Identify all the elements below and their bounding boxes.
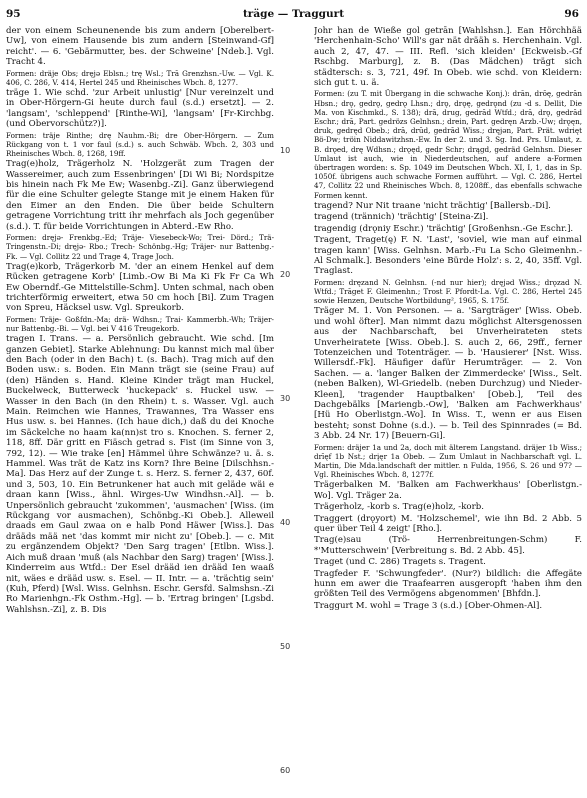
line-number: 40 (280, 518, 291, 527)
entry-trageholz: Trag(e)holz, Trägerholz N. 'Holzgerät zum Tragen der Wassereimer, auch zum Essenbringen' [Di Wi Bi; Nordspitze bis hinein nach Fk Me Ew; Wasenbg.-Zi]. Ganz überwiegend für die eine Schulter gelegte Stange mit je einem Haken für den Eimer an den Enden. Die über beide Schultern getragene Vorrichtung tritt ihr mehrfach als Joch gegenüber (s.d.). T. für beide Vorrichtungen in Abterd.-Ew Rho. (6, 159, 274, 232)
entry-block: der von einem Scheunenende bis zum andern [Oberelbert-Uw], von einem Hausende bis zum andern [Steinwand-Gf] reicht'. — 6. 'Gebärmutter, bes. der Schweine' [Ndeb.]. Vgl. Tracht 4. (6, 26, 274, 68)
line-number: 30 (280, 394, 291, 403)
forms-note: Formen: (zu T. mit Übergang in die schwache Konj.): drān, drōę, gedrān Hbsn.; drǫ, gedrǫ, gedrǫ Lhsn.; drǫ, drǫę, gedrǫnd (zu -d s. Dellit, Die Ma. von Kischmkd., S. 138); drā, drug, gedrād Wtfd.; drā, drǫ, gedrād Eschr.; drā, Part. gedrözs Gelnhsn.; drein, Part. gedręn Arzb.-Uw; drǫęn, druk, gedręd Obeb.; drā, drūd, gedrād Wiss.; dręjǝn, Part. Prät. wdrięt Bö-Dw; tröin Niddawitzhsn.-Ew. In der 2. und 3. Sg. Ind. Prs. Umlaut, z. B. drǫed, drę Wdhsn.; drǫęd, gedr Schr; drągd, gedräd Gelnhsn. Dieser Umlaut ist auch, wie in Niederdeutschen, auf andere a-Formen übertragen worden: s. Sp. 1049 im Deutschen Wbch. XI, I, 1, das in Sp. 1050f. übrigens auch schwache Formen aufführt. — Vgl. C. 286, Hertel 47, Collitz 22 und Rheinisches Wbch. 8, 1208ff., das ebenfalls schwache Formen kennt. (314, 89, 582, 200)
entry-tragent: Tragent, Traget(ę) F. N. 'Last', 'soviel, wie man auf einmal tragen kann' [Wiss. Gelnhsn. Marb.-Fu La Scho Gleimenhn.-Al Schmalk.]. Besonders 'eine Bürde Holz': s. 2, 40, 35ff. Vgl. Traglast. (314, 235, 582, 277)
entry-traggert: Traggert (drǫyort) M. 'Holzschemel', wie ihn Bd. 2 Abb. 5 quer über Teil 4 zeigt' [Rho.]. (314, 513, 582, 535)
forms-note: Formen: dräjer 1a und 2a, doch mit älterem Langstand. dräjer 1b Wiss.; drīęf 1b Nst.; drįęr 1a Obeb. — Zum Umlaut in Nachbarschaft vgl. L. Martin, Die Mda.landschaft der mittler. n Fulda, 1956, S. 26 und 97? — Vgl. Rheinisches Wbch. 8, 1277f. (314, 442, 582, 480)
forms-note: Formen: dręjǝ- Frenkbg.-Ed; Träje- Viesebeck-Wo; Trei- Dörd.; Trä- Tringenstn.-Di; dręjǝ- Rbo.; Trech- Schönbg.-Hg; Träjer- nur Battenbg.-Fk. — Vgl. Collitz 22 und Trage 4, Trage Joch. (6, 233, 274, 261)
right-column (314, 26, 582, 792)
page-number-left: 95 (6, 8, 21, 20)
forms-note: Formen: dręzand N. Gelnhsn. (-nd nur hier); dręjǝd Wiss.; drǫzad N. Wtfd.; Trāget F. Gleimenhn.; Trost F. Pfordt-La. Vgl. C. 286, Hertel 245 sowie Henzen, Deutsche Wortbildung², 1965, S. 175f. (314, 277, 582, 306)
entry-tragekorb: Trag(e)korb, Trägerkorb M. 'der an einem Henkel auf dem Rücken getragene Korb' [Limb.-Ow Bi Ma Ki Fk Fr Ca Wh Ew Oberndf.-Ge Mittelstille-Schm]. Unten schmal, nach oben trichterförmig erweitert, etwa 50 cm hoch [Bi]. Zum Tragen von Spreu, Häcksel usw. Vgl. Spreukorb. (6, 261, 274, 314)
entry-tragfeder: Tragfeder F. 'Schwungfeder'. (Nur?) bildlich: die Affegäte hunn em awer die Traafearren ausgeropft 'haben ihm den größten Teil des Vermögens abgenommen' [Bhfdn.]. (314, 568, 582, 600)
line-number-gutter (278, 26, 310, 792)
entry-traggurt: Traggurt M. wohl = Trage 3 (s.d.) [Ober-Ohmen-Al]. (314, 600, 543, 611)
entry-tragesau: Trag(e)sau (Trö- Herrenbreitungen-Schm) F. *'Mutterschwein' [Verbreitung s. Bd. 2 Abb. 45]. (314, 535, 582, 556)
page-header (0, 8, 587, 22)
forms-note: Formen: Träje- Goßfdn.-Ma; drä- Wdhsn.; Trai- Kammerbh.-Wh; Träjer- nur Battenbg.-Bi. — Vgl. bei V 416 Treugekorb. (6, 314, 274, 333)
line-number: 20 (280, 270, 291, 279)
entry-traege: träge 1. Wie schd. 'zur Arbeit unlustig' [Nur vereinzelt und in Ober-Hörgern-Gi heute durch faul (s.d.) ersetzt]. — 2. 'langsam', 'schleppend' [Rinthe-Wi], 'langsam' [Fr-Kirchbg. (und Obervorschütz?)]. (6, 88, 274, 130)
forms-note: Formen: dräje Obs; dręjǝ Eblsn.; trę Wsl.; Trā Grenzhsn.-Uw. — Vgl. K. 406, C. 286, V. 414, Hertel 245 und Rheinisches Wbch. 8, 1277. (6, 68, 274, 87)
forms-note: Formen: träje Rinthe; drę Nauhm.-Bi; dre Ober-Hörgern. — Zum Rückgang von t. 1 vor faul (s.d.) s. auch Schwäb. Wbch. 2, 303 und Rheinisches Wbch. 8, 1268, 19ff. (6, 130, 274, 159)
entry-tragendig: tragendig (drǫniy Eschr.) 'trächtig' [Großenhsn.-Ge Eschr.]. (314, 223, 574, 234)
page-number-right: 96 (564, 8, 579, 20)
entry-continuation: Johr han de Wieße gol getrān [Wahlshsn.]. Ean Hörchhää 'Herchenhain-Scho' Will's gar nät drääh s. Herchenhain. Vgl. auch 2, 47, 47. — III. Refl. 'sich kleiden' [Eckweisb.-Gf Rschbg. Marburg], z. B. (Das Mädchen) trägt sich städtersch: s. 3, 721, 49f. In Obeb. wie schd. von Kleidern: sich gut t. u. ä. (314, 26, 582, 89)
entry-traegerholz: Trägerholz, -korb s. Trag(e)holz, -korb. (314, 502, 484, 513)
entry-tragend-2: tragend (trännich) 'trächtig' [Steina-Zi]. (314, 212, 489, 223)
entry-traeger: Träger M. 1. Von Personen. — a. 'Sargträger' [Wiss. Obeb. und wohl öfter]. Man nimmt dazu möglichst Altersgenossen aus der Nachbarschaft, bei Unverheirateten stets Unverheiratete [Wiss. Obeb.]. S. auch 2, 66, 29ff., ferner Totenzeichen und Totenträger. — b. 'Hausierer' [Nst. Wiss. Willersdf.-Fk]. Häufiger dafür Herumträger. — 2. Von Sachen. — a. 'langer Balken der Zimmerdecke' [Wiss., Selt. (neben Balken), Wl-Griedelb. (neben Durchzug) und Nieder-Kleen], 'tragender Hauptbalken' [Obeb.], 'Teil des Dachgebälks [Mariengb.-Ow], 'Balken am Fachwerkhaus' [Hü Ho Oberlistgn.-Wo]. In Wiss. T., wenn er aus Eisen besteht; sonst Dohne (s.d.). — b. Teil des Spinnrades (= Bd. 3 Abb. 24 Nr. 17) [Beuern-Gi]. (314, 306, 582, 442)
left-column (6, 26, 274, 792)
running-title: träge — Traggurt (242, 8, 345, 20)
line-number: 60 (280, 766, 291, 775)
entry-traget: Traget (und C. 286) Tragets s. Tragent. (314, 557, 486, 568)
line-number: 10 (280, 146, 291, 155)
entry-tragen: tragen I. Trans. — a. Persönlich gebraucht. Wie schd. [Im ganzen Gebiet]. Starke Ablehnung: Du kannst mich mal über den Bach (oder in den Bach) t. (s. Bach). Trag mich auf den Boden usw.: s. Boden. Ein Mann trägt sie (seine Frau) auf (den) Händen s. Hand. Kleine Kinder trägt man Huckel, Buckelweck, Butterweck 'huckepack' s. Huckel usw. — Wasser in den Bach (in den Rhein) t. s. Wasser. Vgl. auch Main. Reimchen wie Hannes, Trawannes, Tra Wasser ens Hus usw. s. bei Hannes. (Ich haue dich,) daß du dei Knoche im Säckelche no haam ka(nn)st tro s. Knochen. S. ferner 2, 118, 8ff. Där gritt en Fiäsch getrad s. Fist (im Sinne von 3, 792, 12). — Wie trake [en] Hämmel ühre Schwänze? u. ä. s. Hammel. Was trät de Katz ins Korn? Ihre Beine [Dilschhsn.-Ma]. Das Herz auf der Zunge t. s. Herz. S. ferner 2, 437, 60f. und 3, 503, 10. Ein Betrunkener hat auch mit geläde wäi e draan kann [Wiss., ähnl. Wirges-Uw Windhsn.-Al]. — b. Unpersönlich gebraucht 'zukommen', 'ausmachen' [Wiss. (im Rückgang vor ausmachen), Schönbg.-Ki Obeb.]. Alleweil draads em Gaul zwaa on e halb Pond Häwer [Wiss.]. Das drääds mää net 'das kommt mir nicht zu' [Obeb.]. — c. Mit zu ergänzendem Objekt? 'Den Sarg tragen' [Etlbn. Wiss.]. Aich muß draan 'muß (als Nachbar den Sarg) tragen' [Wiss.]. Kinderreim aus Wtfd.: Der Esel drääd ien drääd Ien waaß nit, wäes e drääd usw. s. Esel. — II. Intr. — a. 'trächtig sein' (Kuh, Pferd) [Wsl. Wiss. Gelnhsn. Eschr. Gersfd. Salmshsn.-Zi Ro Marienhgn.-Fk Osthm.-Hg]. — b. 'Ertrag bringen' [Lgsbd. Wahlshsn.-Zi], z. B. Dis (6, 334, 274, 615)
line-number: 50 (280, 642, 291, 651)
entry-traegerbalken: Trägerbalken M. 'Balken am Fachwerkhaus' [Oberlistgn.-Wo]. Vgl. Träger 2a. (314, 480, 582, 501)
entry-tragend: tragend? Nur Nit traane 'nicht trächtig' [Ballersb.-Di]. (314, 200, 551, 211)
